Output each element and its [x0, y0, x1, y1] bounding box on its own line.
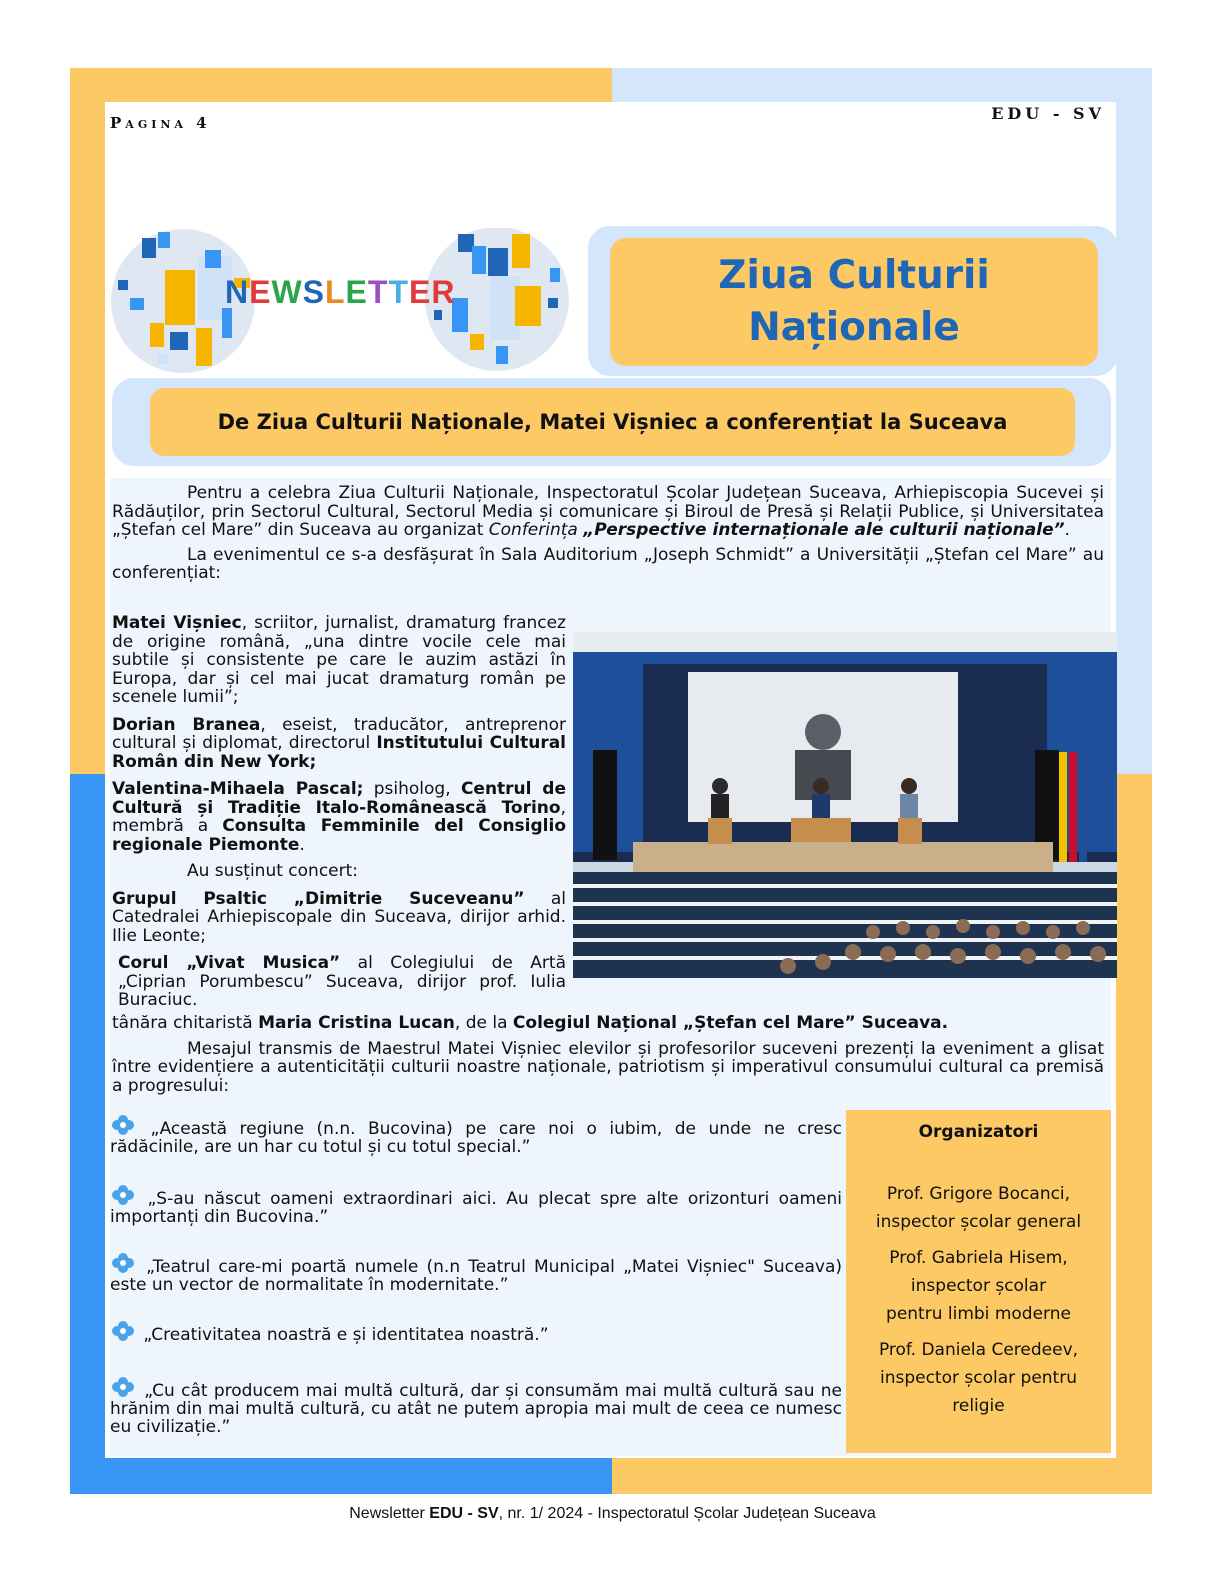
logo-letter: E	[249, 274, 272, 310]
speaker-item: Dorian Branea, eseist, traducător, antreprenor cultural și diplomat, directorul Institutului Cultural Român din New York;	[112, 714, 567, 772]
flower-bullet-icon	[110, 1252, 138, 1274]
concert-heading: Au susținut concert:	[187, 861, 359, 881]
concert-item-guitar: tânăra chitaristă Maria Cristina Lucan, de la Colegiul Național „Ștefan cel Mare” Suceava. Mesajul transmis de Maestrul Matei Vișniec elevilor și profesorilor suceveni prezenți la eveniment a glisat între evidențiere a autenticității culturii noastre naționale, patriotism și imperativul consumului cultural ca premisă a progresului:	[112, 1013, 1104, 1096]
page-title: Ziua Culturii Naționale	[718, 253, 990, 350]
intro-paragraph-2: La evenimentul ce s-a desfășurat în Sala Auditorium „Joseph Schmidt” a Universității „Ștefan cel Mare” au conferențiat:	[112, 544, 1104, 583]
logo-letter: E	[408, 274, 432, 310]
flower-bullet-icon	[110, 1184, 138, 1206]
speaker-item: Valentina-Mihaela Pascal; psiholog, Centrul de Cultură și Tradiție Italo-Românească Torino, membră a Consulta Femminile del Consiglio regionale Piemonte.	[112, 779, 566, 855]
newsletter-logo	[110, 228, 580, 374]
quote-item: „S-au născut oameni extraordinari aici. Au plecat spre alte orizonturi oameni importanți din Bucovina.”	[110, 1184, 842, 1226]
quote-item: „Cu cât producem mai multă cultură, dar și consumăm mai multă cultură sau ne hrănim din mai multă cultură, cu atât ne putem apropia mai mult de ceea ce numesc eu civilizație.”	[110, 1376, 842, 1436]
auditorium-photo-image	[573, 632, 1117, 978]
title-box	[610, 238, 1098, 366]
flower-bullet-icon	[110, 1376, 138, 1398]
page-footer: Newsletter EDU - SV, nr. 1/ 2024 - Inspectoratul Școlar Județean Suceava	[349, 1505, 876, 1522]
quote-item: „Această regiune (n.n. Bucovina) pe care noi o iubim, de unde ne cresc rădăcinile, are un har cu totul și cu totul special.”	[110, 1114, 842, 1156]
newsletter-word	[225, 274, 455, 311]
message-paragraph: Mesajul transmis de Maestrul Matei Vișniec elevilor și profesorilor suceveni prezenți la eveniment a glisat între evidențiere a autenticității culturii noastre naționale, patriotism și imperativul consumului cultural ca premisă a progresului:	[112, 1038, 1104, 1096]
organizer-item: Prof. Gabriela Hisem, inspector școlar pentru limbi moderne	[886, 1248, 1071, 1324]
organizers-title: Organizatori	[918, 1122, 1039, 1142]
logo-letter: N	[225, 274, 250, 310]
logo-letter: S	[302, 274, 325, 310]
intro-section	[112, 484, 1104, 583]
logo-letter: L	[325, 274, 346, 310]
logo-letter: W	[271, 274, 303, 310]
subtitle-box	[150, 388, 1075, 456]
quote-item: „Teatrul care-mi poartă numele (n.n Teatrul Municipal „Matei Vișniec" Suceava) este un vector de normalitate în modernitate.”	[110, 1252, 842, 1294]
logo-letter: E	[345, 274, 368, 310]
concert-item: Grupul Psaltic „Dimitrie Suceveanu” al Catedralei Arhiepiscopale din Suceava, dirijor arhid. Ilie Leonte;	[112, 888, 566, 946]
flower-bullet-icon	[110, 1114, 138, 1136]
logo-letter: T	[388, 274, 409, 310]
logo-letter: T	[367, 274, 389, 310]
quote-item: „Creativitatea noastră e și identitatea noastră.”	[110, 1320, 842, 1344]
organizer-item: Prof. Grigore Bocanci, inspector școlar general	[875, 1184, 1082, 1232]
speaker-item: Matei Vișniec, scriitor, jurnalist, dramaturg francez de origine română, „una dintre vocile cele mai subtile și consistente pe care le auzim astăzi în Europa, dar și cel mai jucat dramaturg român pe scenele lumii”;	[112, 613, 566, 707]
organizers-box	[846, 1110, 1111, 1453]
intro-paragraph-1: Pentru a celebra Ziua Culturii Naționale, Inspectoratul Școlar Județean Suceava, Arhiepiscopia Sucevei și Rădăuților, prin Sectorul Cultural, Sectorul Media și comunicare și Biroul de Presă și Relații Publice, și Universitatea „Ștefan cel Mare” din Suceava au organizat Conferința „Perspective internaționale ale culturii naționale”.	[112, 483, 1104, 540]
speakers-list	[112, 614, 566, 1010]
article-subtitle: De Ziua Culturii Naționale, Matei Vișniec a conferențiat la Suceava	[217, 410, 1008, 434]
publication-name: EDU - SV	[991, 104, 1105, 123]
organizer-item: Prof. Daniela Ceredeev, inspector școlar pentru religie	[878, 1340, 1079, 1416]
concert-item: Corul „Vivat Musica” al Colegiului de Artă „Ciprian Porumbescu” Suceava, dirijor prof. Iulia Buraciuc.	[118, 953, 566, 1010]
event-photo	[573, 632, 1117, 978]
flower-bullet-icon	[110, 1320, 138, 1342]
logo-letter: R	[431, 274, 456, 310]
page-number: Pagina 4	[110, 114, 211, 132]
